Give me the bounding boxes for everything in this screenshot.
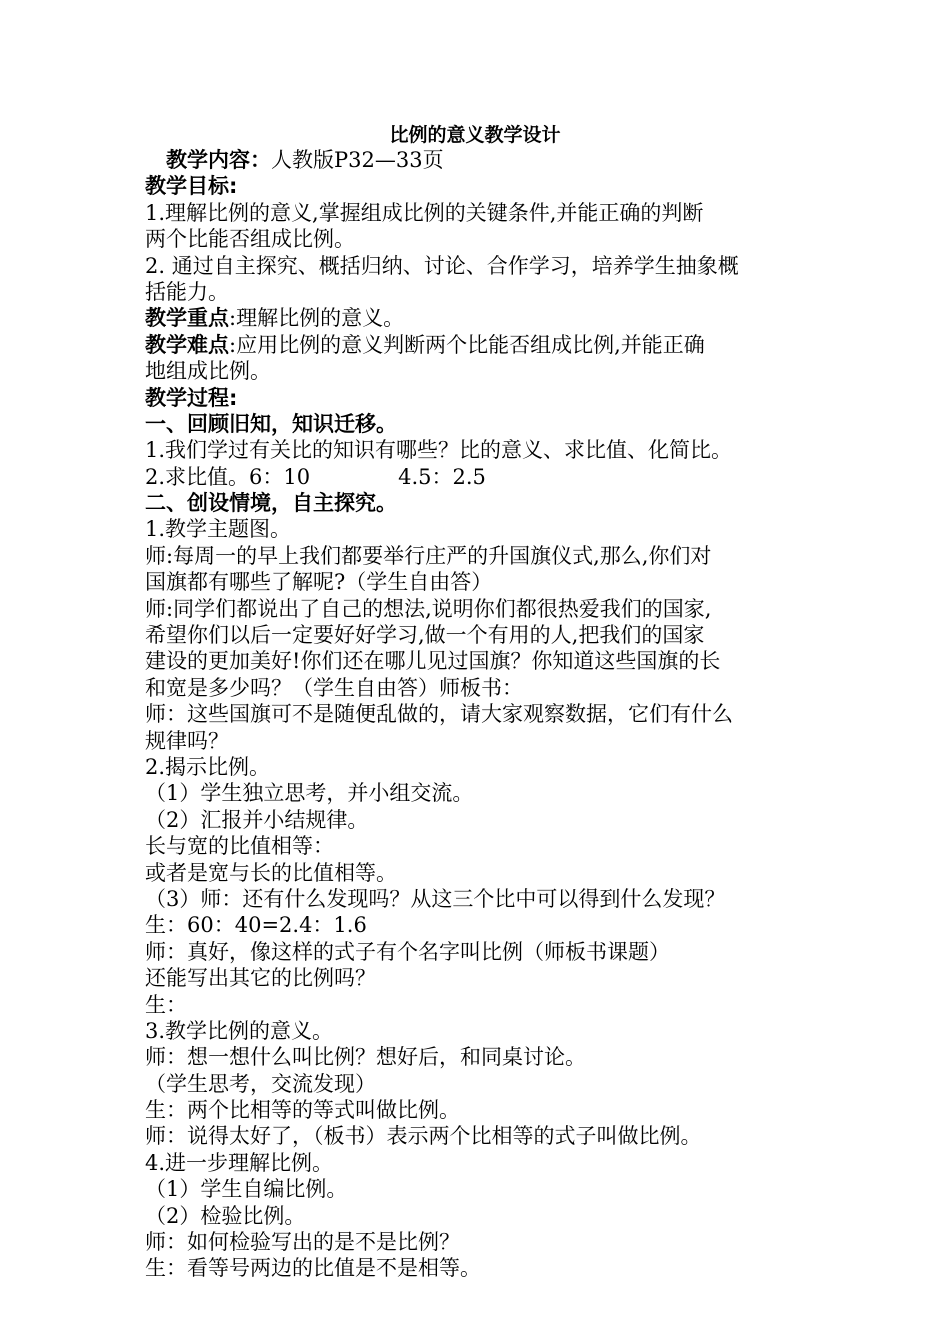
section-1-line-2 — [145, 464, 825, 490]
section-2-heading: 二、创设情境，自主探究。 — [145, 491, 397, 516]
section-1-heading: 一、回顾旧知，知识迁移。 — [145, 411, 397, 436]
section-2-line: 或者是宽与长的比值相等。 — [145, 860, 397, 885]
content-line — [145, 147, 825, 173]
section-2-line: 2.揭示比例。 — [145, 754, 271, 779]
section-2-line: 师:同学们都说出了自己的想法,说明你们都很热爱我们的国家, — [145, 596, 712, 621]
section-2-line: 国旗都有哪些了解呢?（学生自由答） — [145, 570, 493, 595]
section-2-line: 4.进一步理解比例。 — [145, 1150, 334, 1175]
section-2-line: 规律吗？ — [145, 728, 229, 753]
section-2-line: （1）学生独立思考，并小组交流。 — [145, 781, 474, 806]
section-2-line: （1）学生自编比例。 — [145, 1177, 348, 1202]
document-body — [145, 147, 825, 1282]
section-2-line: 师：真好，像这样的式子有个名字叫比例（师板书课题） — [145, 939, 670, 964]
section-2-line: （2）汇报并小结规律。 — [145, 807, 369, 832]
section-2-line: 希望你们以后一定要好好学习,做一个有用的人,把我们的国家 — [145, 623, 705, 648]
ratio-2: 4.5：2.5 — [398, 464, 486, 489]
section-2-line: 还能写出其它的比例吗？ — [145, 966, 376, 991]
goal-1-line-2: 两个比能否组成比例。 — [145, 227, 355, 252]
difficulty-line-2: 地组成比例。 — [145, 359, 271, 384]
section-2-line: （学生思考，交流发现） — [145, 1071, 376, 1096]
section-2-line: 3.教学比例的意义。 — [145, 1018, 334, 1043]
goal-1-line-1: 1.理解比例的意义,掌握组成比例的关键条件,并能正确的判断 — [145, 200, 704, 225]
process-heading: 教学过程: — [145, 385, 238, 410]
goal-2-line-1: 2. 通过自主探究、概括归纳、讨论、合作学习，培养学生抽象概 — [145, 253, 739, 278]
section-2-line: 建设的更加美好!你们还在哪儿见过国旗？你知道这些国旗的长 — [145, 649, 721, 674]
section-2-line: 师：这些国旗可不是随便乱做的，请大家观察数据，它们有什么 — [145, 702, 733, 727]
key-point-value: :理解比例的意义。 — [229, 306, 405, 331]
key-point-label: 教学重点 — [145, 306, 229, 331]
section-2-line: 生：看等号两边的比值是不是相等。 — [145, 1256, 481, 1281]
section-2-line: 生：两个比相等的等式叫做比例。 — [145, 1098, 460, 1123]
document-title: 比例的意义教学设计 — [389, 124, 561, 146]
section-1-line-1: 1.我们学过有关比的知识有哪些？比的意义、求比值、化简比。 — [145, 438, 733, 463]
content-value: 人教版P32—33页 — [271, 148, 444, 172]
section-2-line: 长与宽的比值相等： — [145, 834, 334, 859]
section-2-line: 1.教学主题图。 — [145, 517, 292, 542]
section-2-line: 师：说得太好了，（板书）表示两个比相等的式子叫做比例。 — [145, 1124, 702, 1149]
section-2-line: 师:每周一的早上我们都要举行庄严的升国旗仪式,那么,你们对 — [145, 543, 712, 568]
difficulty-value: :应用比例的意义判断两个比能否组成比例,并能正确 — [229, 332, 705, 357]
section-2-line: （3）师：还有什么发现吗？从这三个比中可以得到什么发现？ — [145, 886, 726, 911]
difficulty-label: 教学难点 — [145, 332, 229, 357]
section-2-line: 生：60：40=2.4：1.6 — [145, 913, 367, 938]
section-2-line: 和宽是多少吗？（学生自由答）师板书： — [145, 675, 523, 700]
goal-2-line-2: 括能力。 — [145, 279, 229, 304]
goals-heading: 教学目标: — [145, 174, 238, 199]
ratio-1: 2.求比值。6：10 — [145, 464, 311, 489]
section-2-line: （2）检验比例。 — [145, 1203, 306, 1228]
section-2-line: 师：想一想什么叫比例？想好后，和同桌讨论。 — [145, 1045, 586, 1070]
section-2-line: 师：如何检验写出的是不是比例？ — [145, 1230, 460, 1255]
key-point-line — [145, 305, 825, 331]
difficulty-line-1 — [145, 332, 825, 358]
section-2-line: 生： — [145, 992, 187, 1017]
content-label: 教学内容： — [166, 148, 271, 172]
